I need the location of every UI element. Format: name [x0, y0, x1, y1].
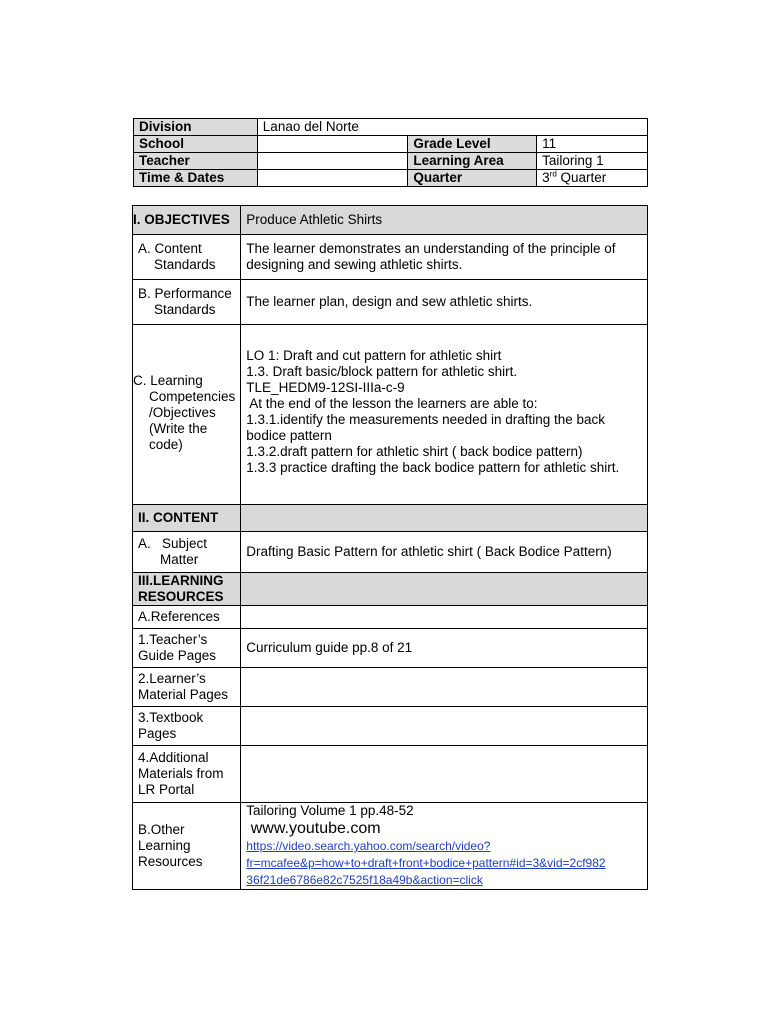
content-standards-label-line: Standards: [154, 257, 216, 272]
performance-standards-label-line: B. Performance: [138, 286, 232, 301]
content-heading: II. CONTENT: [133, 505, 241, 532]
learner-material-label-line: Material Pages: [138, 687, 229, 702]
content-standards-value: The learner demonstrates an understanding of the principle of designing and sewing athletic shirts.: [241, 235, 648, 280]
additional-materials-label-line: 4.Additional: [138, 750, 209, 765]
additional-materials-label-line: LR Portal: [138, 782, 195, 797]
performance-standards-row: [133, 280, 648, 325]
learning-area-label: Learning Area: [408, 153, 537, 170]
objectives-heading-value: Produce Athletic Shirts: [241, 206, 648, 235]
teacher-label: Teacher: [134, 153, 258, 170]
competency-line: 1.3.2.draft pattern for athletic shirt ( back bodice pattern): [246, 444, 583, 459]
textbook-label-line: 3.Textbook: [138, 710, 204, 725]
division-value: Lanao del Norte: [257, 119, 647, 136]
objectives-row: [133, 206, 648, 235]
content-heading-value: [241, 505, 648, 532]
learning-area-value: Tailoring 1: [537, 153, 648, 170]
resource-link-line[interactable]: 36f21de6786e82c7525f18a49b&action=click: [246, 873, 483, 887]
subject-matter-label-line: A. Subject: [138, 536, 208, 551]
other-resource-text: Tailoring Volume 1 pp.48-52: [246, 803, 414, 818]
textbook-value: [241, 707, 648, 746]
header-info-table: [133, 118, 648, 187]
learner-material-label: [133, 668, 241, 707]
competency-line: At the end of the lesson the learners are able to:: [246, 396, 538, 411]
school-row: [134, 136, 648, 153]
learner-material-label-line: 2.Learner’s: [138, 671, 206, 686]
learning-resources-heading: [133, 573, 241, 606]
lesson-plan-table: [132, 205, 648, 890]
other-resources-label-line: Learning: [138, 838, 191, 853]
learner-material-value: [241, 668, 648, 707]
resource-link-line[interactable]: https://video.search.yahoo.com/search/video?: [246, 839, 491, 853]
quarter-suffix: rd: [549, 169, 557, 179]
learning-resources-heading-line: III.LEARNING: [138, 573, 224, 588]
grade-level-label: Grade Level: [408, 136, 537, 153]
competencies-label-line: code): [149, 437, 183, 452]
additional-materials-row: [133, 746, 648, 803]
teacher-guide-label-line: 1.Teacher’s: [138, 632, 208, 647]
other-resources-row: [133, 803, 648, 890]
other-resources-label: [133, 803, 241, 890]
teacher-row: [134, 153, 648, 170]
competencies-label: [133, 325, 241, 505]
school-label: School: [134, 136, 258, 153]
competency-line: LO 1: Draft and cut pattern for athletic shirt: [246, 348, 502, 363]
quarter-value: [537, 170, 648, 187]
textbook-label-line: Pages: [138, 726, 177, 741]
performance-standards-value: The learner plan, design and sew athletic shirts.: [241, 280, 648, 325]
quarter-number: 3: [542, 170, 550, 185]
teacher-guide-value: Curriculum guide pp.8 of 21: [241, 629, 648, 668]
additional-materials-label: [133, 746, 241, 803]
other-resources-label-line: Resources: [138, 854, 203, 869]
subject-matter-label: [133, 532, 241, 573]
objectives-heading: I. OBJECTIVES: [133, 206, 241, 235]
teacher-guide-row: [133, 629, 648, 668]
time-dates-label: Time & Dates: [134, 170, 258, 187]
quarter-label: Quarter: [408, 170, 537, 187]
competency-line: 1.3.1.identify the measurements needed in drafting the back: [246, 412, 606, 427]
time-dates-row: [134, 170, 648, 187]
competencies-label-line: Competencies: [149, 389, 236, 404]
school-value: [257, 136, 408, 153]
resource-link-line[interactable]: fr=mcafee&p=how+to+draft+front+bodice+pattern#id=3&vid=2cf982: [246, 856, 606, 870]
competency-line: TLE_HEDM9-12SI-IIIa-c-9: [246, 380, 405, 395]
other-resources-value: [241, 803, 648, 890]
learning-resources-heading-row: [133, 573, 648, 606]
competency-line: 1.3. Draft basic/block pattern for athletic shirt.: [246, 364, 518, 379]
teacher-value: [257, 153, 408, 170]
references-value: [241, 606, 648, 629]
content-heading-row: [133, 505, 648, 532]
learning-resources-heading-line: RESOURCES: [138, 589, 224, 604]
performance-standards-label: [133, 280, 241, 325]
time-dates-value: [257, 170, 408, 187]
references-row: [133, 606, 648, 629]
content-standards-label-line: A. Content: [138, 241, 202, 256]
competencies-label-line: (Write the: [149, 421, 208, 436]
textbook-label: [133, 707, 241, 746]
division-row: [134, 119, 648, 136]
other-resource-text: www.youtube.com: [246, 820, 381, 837]
performance-standards-label-line: Standards: [154, 302, 216, 317]
references-label: A.References: [133, 606, 241, 629]
competency-line: bodice pattern: [246, 428, 332, 443]
teacher-guide-label: [133, 629, 241, 668]
quarter-word: Quarter: [556, 170, 607, 185]
teacher-guide-label-line: Guide Pages: [138, 648, 217, 663]
resource-link[interactable]: [246, 838, 642, 889]
additional-materials-value: [241, 746, 648, 803]
learning-resources-heading-value: [241, 573, 648, 606]
division-label: Division: [134, 119, 258, 136]
subject-matter-row: [133, 532, 648, 573]
learner-material-row: [133, 668, 648, 707]
competencies-row: [133, 325, 648, 505]
other-resources-label-line: B.Other: [138, 822, 185, 837]
textbook-row: [133, 707, 648, 746]
competencies-label-line: C. Learning: [133, 373, 203, 388]
subject-matter-value: Drafting Basic Pattern for athletic shirt ( Back Bodice Pattern): [241, 532, 648, 573]
competencies-value: [241, 325, 648, 505]
content-standards-label: [133, 235, 241, 280]
subject-matter-label-line: Matter: [160, 552, 199, 567]
competency-line: 1.3.3 practice drafting the back bodice pattern for athletic shirt.: [246, 460, 620, 475]
content-standards-row: [133, 235, 648, 280]
grade-level-value: 11: [537, 136, 648, 153]
competencies-label-line: /Objectives: [149, 405, 216, 420]
additional-materials-label-line: Materials from: [138, 766, 224, 781]
